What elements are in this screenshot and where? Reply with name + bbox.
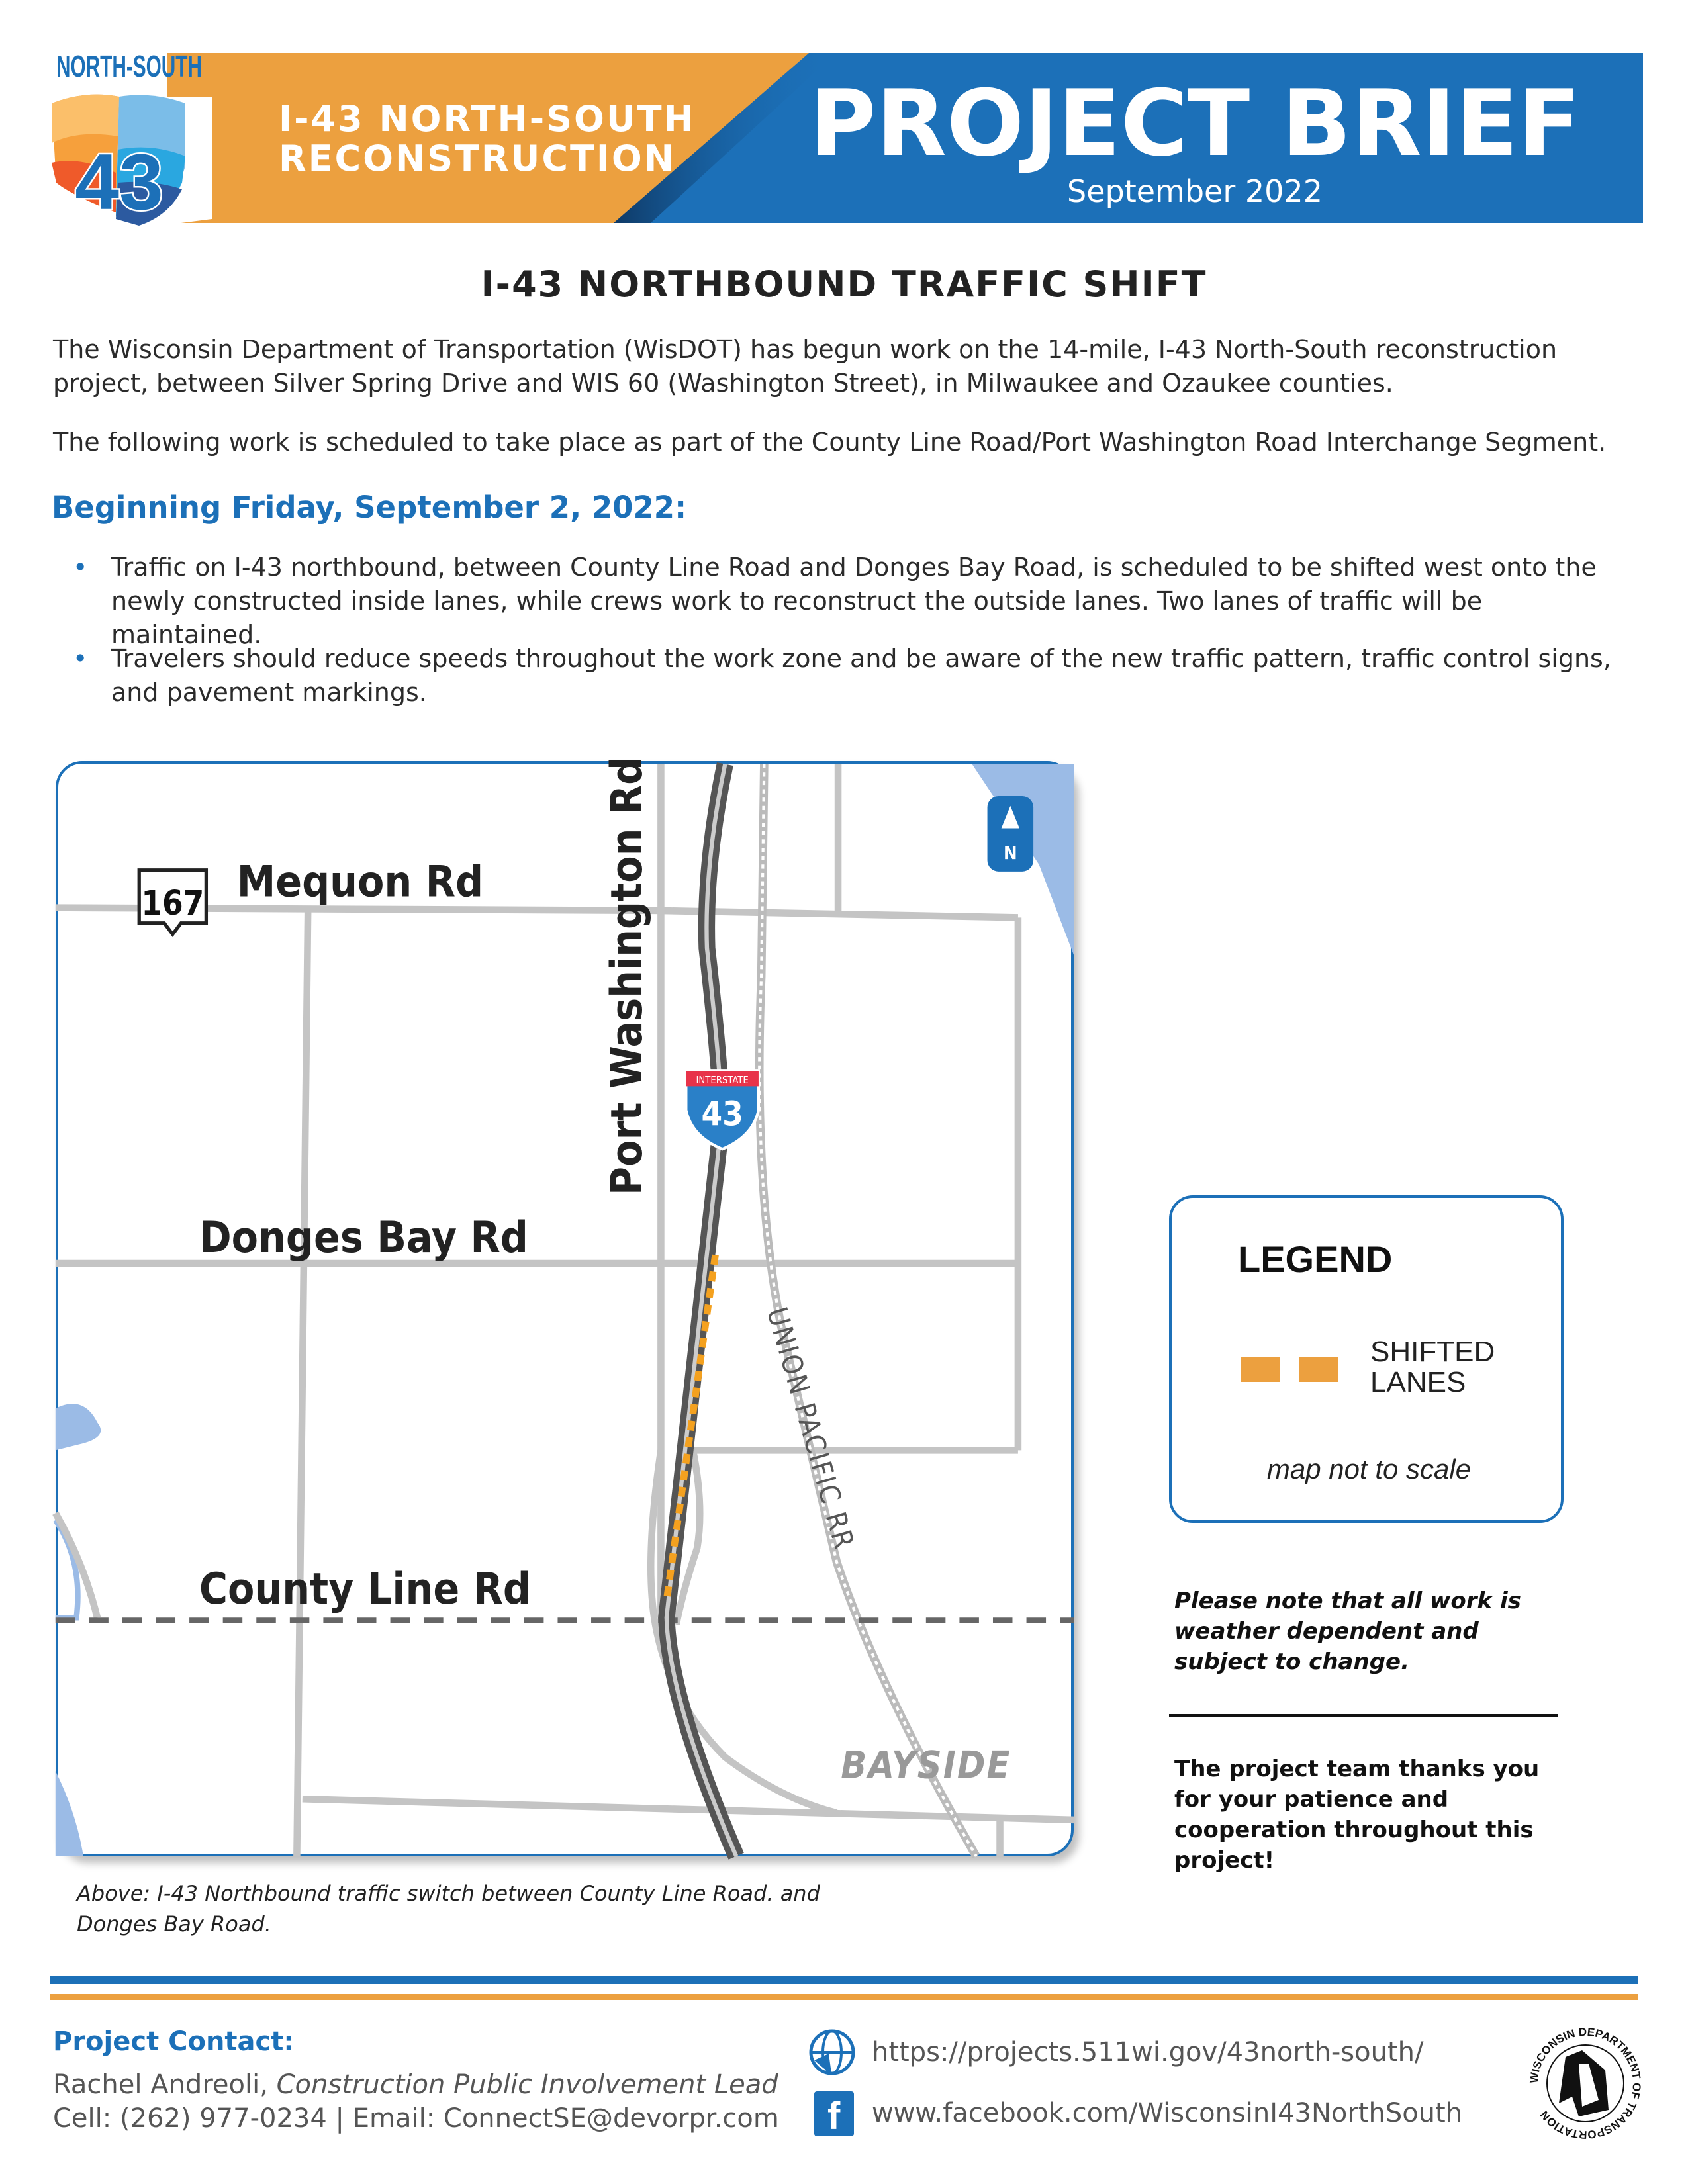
document-title: I-43 NORTHBOUND TRAFFIC SHIFT: [481, 263, 1207, 305]
map-caption: Above: I-43 Northbound traffic switch between County Line Road. and Donges Bay Road.: [77, 1881, 820, 1936]
svg-text:N: N: [1004, 842, 1017, 864]
segment-paragraph: The following work is scheduled to take place as part of the County Line Road/Port Washington Road Interchange Segment.: [53, 428, 1607, 457]
legend-item-label: SHIFTED LANES: [1370, 1336, 1495, 1398]
map-legend: [1169, 1195, 1564, 1523]
project-name-line2: RECONSTRUCTION: [279, 138, 677, 179]
weather-note: Please note that all work is weather dependent and subject to change.: [1174, 1588, 1521, 1675]
divider: [1169, 1714, 1558, 1717]
svg-text:WISCONSIN DEPARTMENT OF TRANSP: WISCONSIN DEPARTMENT OF TRANSPORTATION: [1527, 2025, 1644, 2142]
svg-text:INTERSTATE: INTERSTATE: [696, 1075, 749, 1087]
contact-label: Project Contact:: [53, 2026, 295, 2057]
project-name-line1: I-43 NORTH-SOUTH: [279, 98, 696, 140]
mequon-rd-label: Mequon Rd: [236, 856, 484, 907]
wisdot-seal-logo: [1526, 2024, 1645, 2143]
shifted-lanes-swatch: [1241, 1357, 1280, 1382]
bayside-label: BAYSIDE: [841, 1743, 1011, 1788]
legend-title: LEGEND: [1238, 1238, 1393, 1280]
contact-details[interactable]: Cell: (262) 977-0234 | Email: ConnectSE@devorpr.com: [53, 2103, 779, 2134]
i43-highway: [667, 764, 736, 1856]
project-map: [56, 756, 1074, 1856]
county-line-rd-label: County Line Rd: [199, 1564, 532, 1615]
facebook-icon[interactable]: f: [814, 2091, 854, 2136]
globe-icon: [809, 2027, 855, 2077]
donges-bay-rd-label: Donges Bay Rd: [199, 1212, 528, 1263]
bullet-item: [73, 642, 1615, 709]
bullet-icon: •: [73, 644, 88, 673]
facebook-link[interactable]: www.facebook.com/WisconsinI43NorthSouth: [872, 2098, 1463, 2128]
intro-paragraph: The Wisconsin Department of Transportation (WisDOT) has begun work on the 14-mile, I-43 North-South reconstruction project, between Silver Spring Drive and WIS 60 (Washington Street), in Milwaukee and Ozaukee counties.: [53, 335, 1558, 398]
pond: [56, 1404, 101, 1450]
local-roads: [56, 764, 1074, 1856]
bullet-icon: •: [73, 553, 88, 582]
shifted-lanes-swatch: [1299, 1357, 1338, 1382]
thank-you-note: The project team thanks you for your patience and cooperation throughout this project!: [1174, 1756, 1540, 1874]
interstate-43-shield: [686, 1071, 759, 1149]
svg-text:167: 167: [141, 884, 205, 923]
page-title: PROJECT BRIEF: [809, 70, 1581, 177]
north-south-43-logo: [46, 50, 212, 236]
contact-role: Construction Public Involvement Lead: [276, 2070, 778, 2100]
port-washington-rd-label: Port Washington Rd: [601, 756, 652, 1195]
bullet-text: Travelers should reduce speeds throughout the work zone and be aware of the new traffic pattern, traffic control signs, and pavement markings.: [111, 644, 1611, 707]
contact-name-line: [53, 2070, 778, 2100]
route-167-shield: [139, 870, 206, 934]
footer-divider-blue: [50, 1976, 1638, 1984]
bullet-item: [73, 551, 1615, 652]
north-arrow-icon: [988, 796, 1034, 872]
railroad-label: UNION PACIFIC RR: [760, 1303, 861, 1554]
project-name: [279, 99, 696, 179]
section-heading: Beginning Friday, September 2, 2022:: [52, 490, 687, 525]
contact-name: Rachel Andreoli,: [53, 2070, 268, 2100]
logo-number: 43: [75, 138, 164, 226]
scale-note: map not to scale: [1266, 1453, 1472, 1484]
project-website-link[interactable]: https://projects.511wi.gov/43north-south/: [872, 2037, 1424, 2068]
footer-divider-orange: [50, 1994, 1638, 2000]
svg-text:43: 43: [701, 1094, 743, 1134]
logo-text: NORTH-SOUTH: [56, 49, 202, 83]
bullet-text: Traffic on I-43 northbound, between County Line Road and Donges Bay Road, is scheduled to be shifted west onto the newly constructed inside lanes, while crews work to reconstruct the outside lanes. Two lanes of traffic will be maintained.: [111, 553, 1597, 649]
issue-date: September 2022: [1067, 173, 1323, 209]
